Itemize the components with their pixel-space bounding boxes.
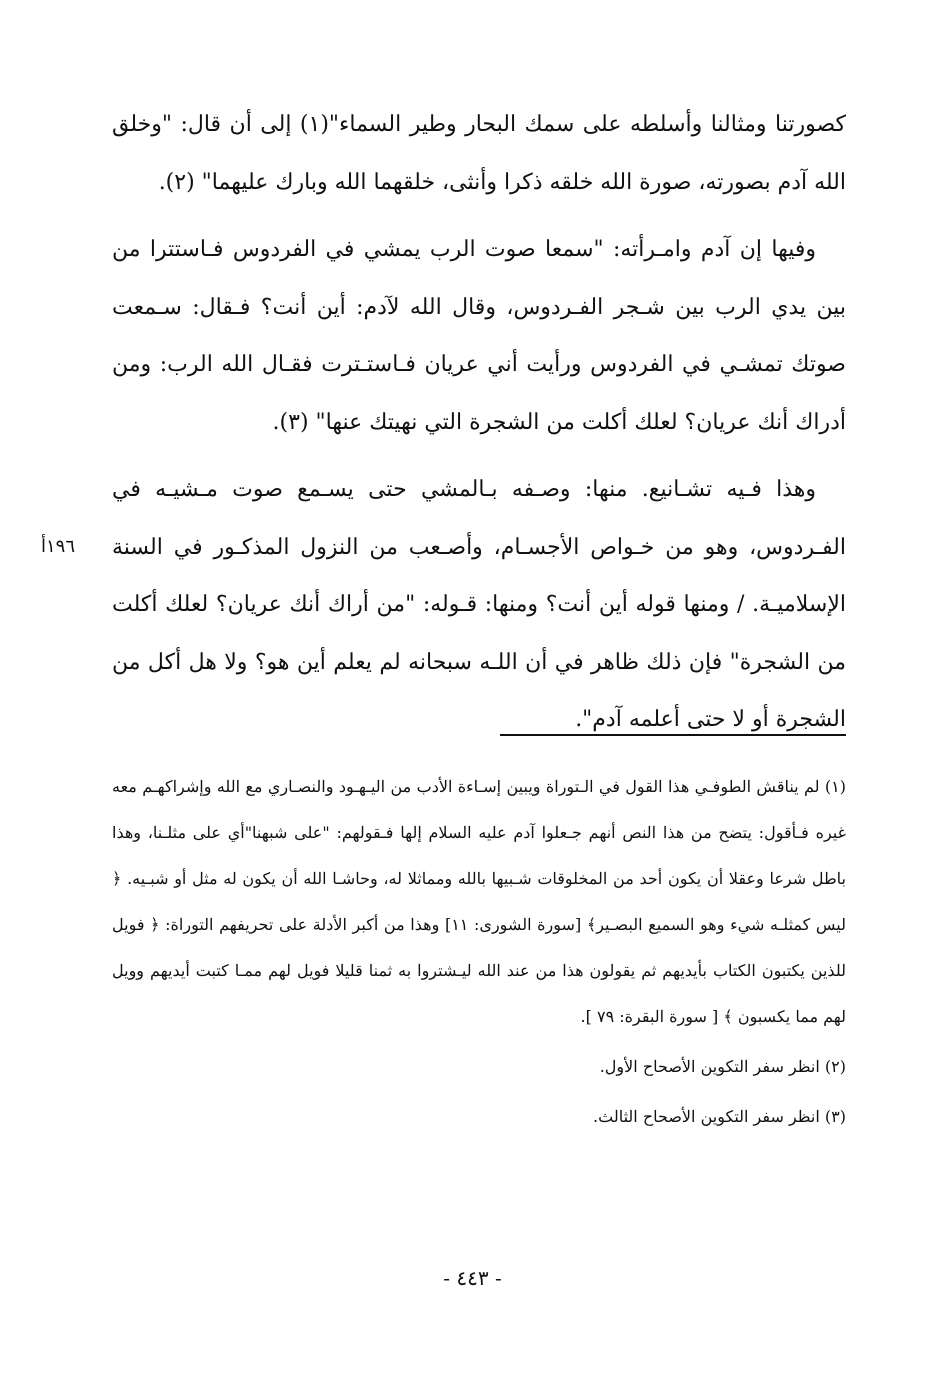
footnote-2: (٢) انظر سفر التكوين الأصحاح الأول. xyxy=(599,1057,846,1076)
paragraph-2: وفيها إن آدم وامـرأته: "سمعا صوت الرب يمشي في الفردوس فـاستترا من بين يدي الرب بين شـجر الفـردوس، وقال الله لآدم: أين أنت؟ فـقال: سـمعت صوتك تمشـي في الفردوس ورأيت أني عريان فـاستـترت فقـال الله الرب: ومن أدراك أنك عريان؟ لعلك أكلت من الشجرة التي نهيتك عنها" (٣). xyxy=(112,237,846,435)
footnotes xyxy=(112,764,846,1140)
paragraph-3: وهذا فـيه تشـانيع. منها: وصـفه بـالمشي حتى يسـمع صوت مـشيـه في الفـردوس، وهو من خـواص الأجسـام، وأصـعب من النزول المذكـور في السنة الإسلاميـة. / ومنها قوله أين أنت؟ ومنها: قـوله: "من أراك أنك عريان؟ لعلك أكلت من الشجرة" فإن ذلك ظاهر في أن اللـه سبحانه لم يعلم أين هو؟ ولا هل أكل من الشجرة أو لا حتى أعلمه آدم". xyxy=(112,477,846,732)
manuscript-folio-note: ١٩٦أ xyxy=(40,536,76,557)
footnote-1: (١) لم يناقش الطوفـي هذا القول في الـتوراة ويبين إسـاءة الأدب من اليـهـود والنصـاري مع الله وإشراكهـم معه غيره فـأقول: يتضح من هذا النص أنهم جـعلوا آدم عليه السلام إلها فـقولهم: "على شبهنا"أي على مثلـنا، وهذا باطل شرعا وعقلا أن يكون أحد من المخلوقات شـبيها بالله ومماثلا له، وحاشـا الله أن يكون له مثل أو شبـيه. ﴿ ليس كمثلـه شيء وهو السميع البصـير﴾ [سورة الشورى: ١١] وهذا من أكبر الأدلة على تحريفهم التوراة: ﴿ فويل للذين يكتبون الكتاب بأيديهم ثم يقولون هذا من عند الله ليـشتروا به ثمنا قليلا فويل لهم ممـا كتبت أيديهم وويل لهم مما يكسبون ﴾ [ سورة البقرة: ٧٩ ]. xyxy=(112,777,847,1026)
footnote-separator xyxy=(500,734,846,736)
paragraph-1: كصورتنا ومثالنا وأسلطه على سمك البحار وطير السماء"(١) إلى أن قال: "وخلق الله آدم بصورته، صورة الله خلقه ذكرا وأنثى، خلقهما الله وبارك عليهما" (٢). xyxy=(112,112,846,195)
footnote-3: (٣) انظر سفر التكوين الأصحاح الثالث. xyxy=(593,1107,846,1126)
page-number: - ٤٤٣ - xyxy=(443,1266,502,1290)
main-text xyxy=(112,96,846,749)
